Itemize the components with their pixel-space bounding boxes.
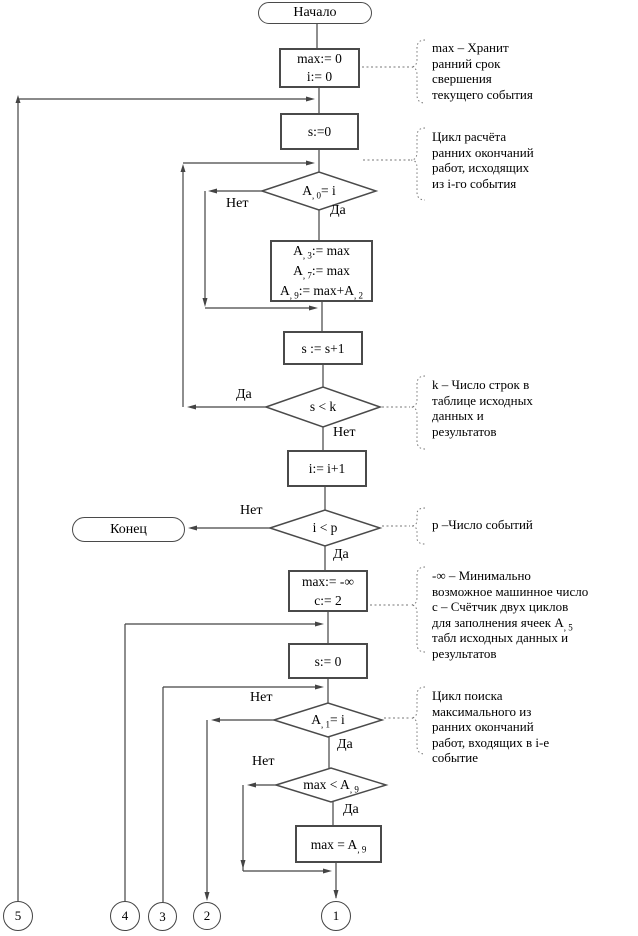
i-inc-box <box>287 450 367 487</box>
connector-2: 2 <box>193 902 221 930</box>
connector-4: 4 <box>110 901 140 931</box>
diamond-row-end-label: $A_{, 1}= i$ <box>311 712 345 730</box>
assign-box <box>270 240 373 302</box>
no-label-5: Нет <box>252 754 275 769</box>
s-zero-b-box <box>288 643 368 679</box>
diamond-rows-label: s < k <box>309 399 337 414</box>
no-label-2: Нет <box>333 425 356 440</box>
assign-max-label: $\max = A_{, 9}$ <box>310 836 367 855</box>
no-label-3: Нет <box>240 503 263 518</box>
s-inc-label: s := s+1 <box>301 340 345 356</box>
assign-max-box <box>295 825 382 863</box>
yes-label-4: Да <box>337 737 353 752</box>
comment-p: p –Число событий <box>432 517 533 532</box>
diamond-row-start-label: $A_{, 0}= i$ <box>302 183 336 201</box>
init-max-box <box>288 570 368 612</box>
s-zero-box <box>280 113 359 150</box>
no-label-4: Нет <box>250 690 273 705</box>
yes-label-3: Да <box>333 547 349 562</box>
init-max-line1: max:= -∞ <box>301 574 355 589</box>
i-inc-label: i:= i+1 <box>308 461 346 476</box>
start-terminal <box>258 2 372 24</box>
assign-line2: $A_{, 7}:= \max$ <box>293 263 350 281</box>
init-box <box>279 48 360 88</box>
comment-max: max – Хранит ранний срок свершения текущего события <box>432 40 533 102</box>
diamond-max-label: $\max < A_{, 9}$ <box>303 777 359 795</box>
comment-k: k – Число строк в таблице исходных данных и результатов <box>432 377 533 439</box>
s-zero-b-label: s:= 0 <box>314 653 342 669</box>
yes-label-2: Да <box>236 387 252 402</box>
connector-5: 5 <box>3 901 33 931</box>
comment-loop-out: Цикл расчёта ранних окончаний работ, исходящих из i-го события <box>432 129 534 191</box>
connector-3: 3 <box>148 902 177 931</box>
init-max-line2: c:= 2 <box>314 593 342 608</box>
yes-label-5: Да <box>343 802 359 817</box>
comment-braces <box>411 40 425 754</box>
start-label: Начало <box>293 5 337 20</box>
connector-1: 1 <box>321 901 351 931</box>
s-inc-box <box>283 331 363 365</box>
no-label-1: Нет <box>226 196 249 211</box>
s-zero-label: s:=0 <box>307 124 332 139</box>
comment-inf: -∞ – Минимально возможное машинное число с – Счётчик двух циклов для заполнения ячеек $A_{, 5}$ табл исходных данных и результатов <box>432 568 589 661</box>
init-line1: max:= 0 <box>297 51 342 66</box>
comment-loop-in: Цикл поиска максимального из ранних окончаний работ, входящих в i-е событие <box>432 688 550 765</box>
end-label: Конец <box>110 521 147 537</box>
assign-line3: $A_{, 9}:= \max+A_{, 2}$ <box>279 283 364 301</box>
init-line2: i:= 0 <box>306 69 333 84</box>
diamond-events-label: i < p <box>312 520 338 535</box>
comment-leaders <box>362 67 410 718</box>
assign-line1: $A_{, 3}:= \max$ <box>293 243 350 261</box>
end-terminal <box>72 517 185 542</box>
yes-label-1: Да <box>330 203 346 218</box>
